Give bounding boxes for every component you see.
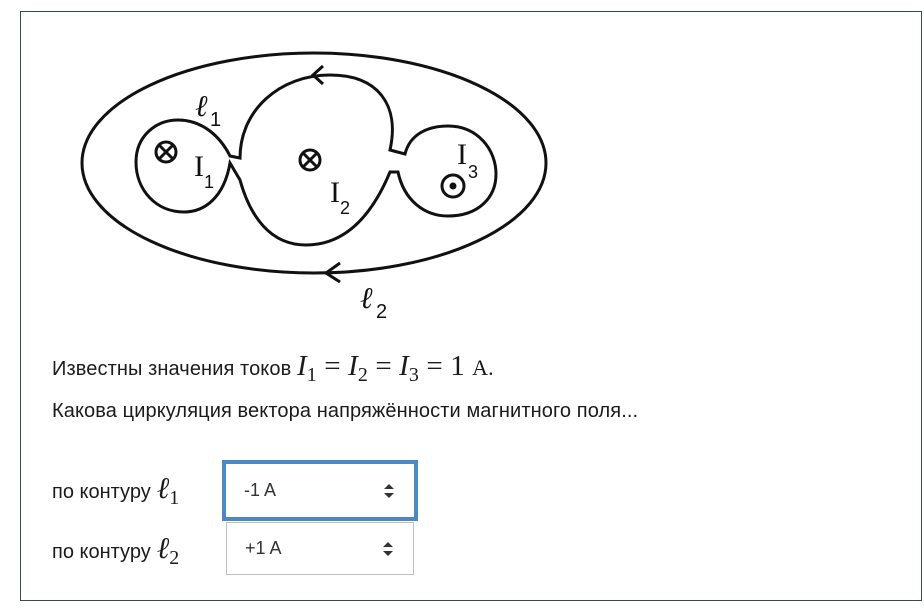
loop-l1-contour [136,75,496,245]
answer-select-l1[interactable] [222,460,418,521]
known-currents-line [52,350,494,387]
label-l2-sub: 2 [376,301,388,323]
label-l1: ℓ [195,90,208,123]
currents-equation: $I_1 = I_2 = I_3 = 1$ A. [297,350,494,386]
label-i2: I [330,176,340,209]
question-prompt: Какова циркуляция вектора напряжённости магнитного поля... [52,400,639,422]
label-i2-sub: 2 [340,198,351,218]
answer-select-l2[interactable] [226,522,414,575]
answer-label-l2: по контуру ℓ$_2$ [52,532,180,569]
answer-select-l2-value: +1 A [245,538,282,558]
label-i1-sub: 1 [204,172,215,192]
label-i1: I [194,150,204,183]
label-l2: ℓ [360,282,373,315]
label-i3: I [457,138,467,171]
known-currents-prefix: Известны значения токов [52,358,292,380]
answer-select-l1-value: -1 A [244,480,277,500]
updown-arrows-icon [382,483,396,499]
updown-arrows-icon [381,541,395,557]
magnetic-field-diagram [60,50,560,330]
label-i3-sub: 3 [468,162,479,182]
answer-label-l1: по контуру ℓ$_1$ [52,472,180,509]
label-l1-sub: 1 [210,109,222,131]
